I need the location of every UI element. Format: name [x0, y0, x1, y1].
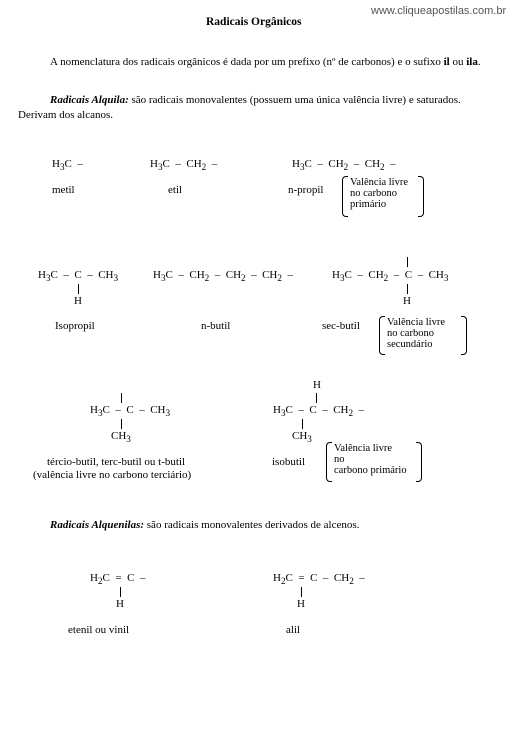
formula-isobutil-h: H	[313, 379, 321, 391]
note-line: no carbono	[387, 328, 434, 339]
alquenilas-paragraph	[50, 519, 359, 531]
formula-alil-h: H	[297, 598, 305, 610]
note-line: primário	[350, 199, 387, 210]
name-tercbutil: tércio-butil, terc-butil ou t-butil	[47, 456, 186, 468]
bond-line	[121, 419, 122, 429]
intro-text-after: .	[477, 56, 481, 68]
note-line: secundário	[387, 339, 433, 350]
name-isobutil: isobutil	[272, 456, 306, 468]
bond-line	[407, 257, 408, 267]
name-isopropil: Isopropil	[55, 320, 95, 332]
intro-text-middle: ou	[449, 56, 467, 68]
formula-npropil: $H_3C - CH_2 - CH_2$ –	[292, 158, 396, 173]
alquila-paragraph	[18, 93, 498, 123]
formula-tercbutil: $H_3C$ – C – $CH_3$	[90, 404, 171, 419]
name-secbutil: sec-butil	[322, 320, 360, 332]
bond-line	[121, 393, 122, 403]
intro-text-before: A nomenclatura dos radicais orgânicos é dada por um prefixo (nº de carbonos) e o sufixo	[50, 56, 444, 68]
alquila-heading: Radicais Alquila:	[50, 94, 129, 106]
bond-line	[316, 393, 317, 403]
alquenilas-text: são radicais monovalentes derivados de alcenos.	[144, 519, 360, 531]
page-title: Radicais Orgânicos	[206, 16, 302, 28]
name-metil: metil	[52, 184, 75, 196]
formula-isobutil: $H_3C$ – C – $CH_2$ –	[273, 404, 365, 419]
name-tercbutil-note: (valência livre no carbono terciário)	[33, 469, 192, 481]
note-line: carbono primário	[334, 465, 407, 476]
formula-secbutil: $H_3C - CH_2$ – C – $CH_3$	[332, 269, 449, 284]
note-line: Valência livre	[387, 317, 446, 328]
intro-paragraph	[18, 55, 488, 70]
bond-line	[78, 284, 79, 294]
alquenilas-heading: Radicais Alquenilas:	[50, 519, 145, 531]
alquila-line2: Derivam dos alcanos.	[18, 109, 113, 121]
formula-etil: $H_3C - CH_2$ –	[150, 158, 218, 173]
bond-line	[301, 587, 302, 597]
bond-line	[302, 419, 303, 429]
formula-tercbutil-ch3: $CH_3$	[111, 430, 131, 445]
alquila-line1: são radicais monovalentes (possuem uma única valência livre) e saturados.	[128, 94, 461, 106]
bond-line	[120, 587, 121, 597]
formula-nbutil: $H_3C - CH_2 - CH_2 - CH_2$ –	[153, 269, 293, 284]
name-alil: alil	[286, 624, 301, 636]
note-line: no	[334, 454, 345, 465]
formula-alil: $H_2C = C - CH_2$ –	[273, 572, 365, 587]
name-etenil: etenil ou vinil	[68, 624, 130, 636]
note-line: Valência livre	[350, 177, 409, 188]
note-box-secundario	[379, 316, 467, 355]
note-box-primario-1	[342, 176, 424, 217]
suffix-il: il	[443, 56, 450, 68]
note-box-primario-2	[326, 442, 422, 482]
name-nbutil: n-butil	[201, 320, 231, 332]
note-line: no carbono	[350, 188, 397, 199]
name-npropil: n-propil	[288, 184, 324, 196]
formula-metil: $H_3C$ –	[52, 158, 83, 173]
bond-line	[407, 284, 408, 294]
formula-isopropil-h: H	[74, 295, 82, 307]
name-etil: etil	[168, 184, 183, 196]
formula-isobutil-ch3: $CH_3$	[292, 430, 312, 445]
formula-etenil-h: H	[116, 598, 124, 610]
watermark-url: www.cliqueapostilas.com.br	[371, 5, 507, 17]
note-line: Valência livre	[334, 443, 393, 454]
formula-secbutil-h: H	[403, 295, 411, 307]
suffix-ila: ila	[466, 56, 478, 68]
formula-etenil: $H_2C = C$ –	[90, 572, 146, 587]
formula-isopropil: $H_3C$ – C – $CH_3$	[38, 269, 119, 284]
